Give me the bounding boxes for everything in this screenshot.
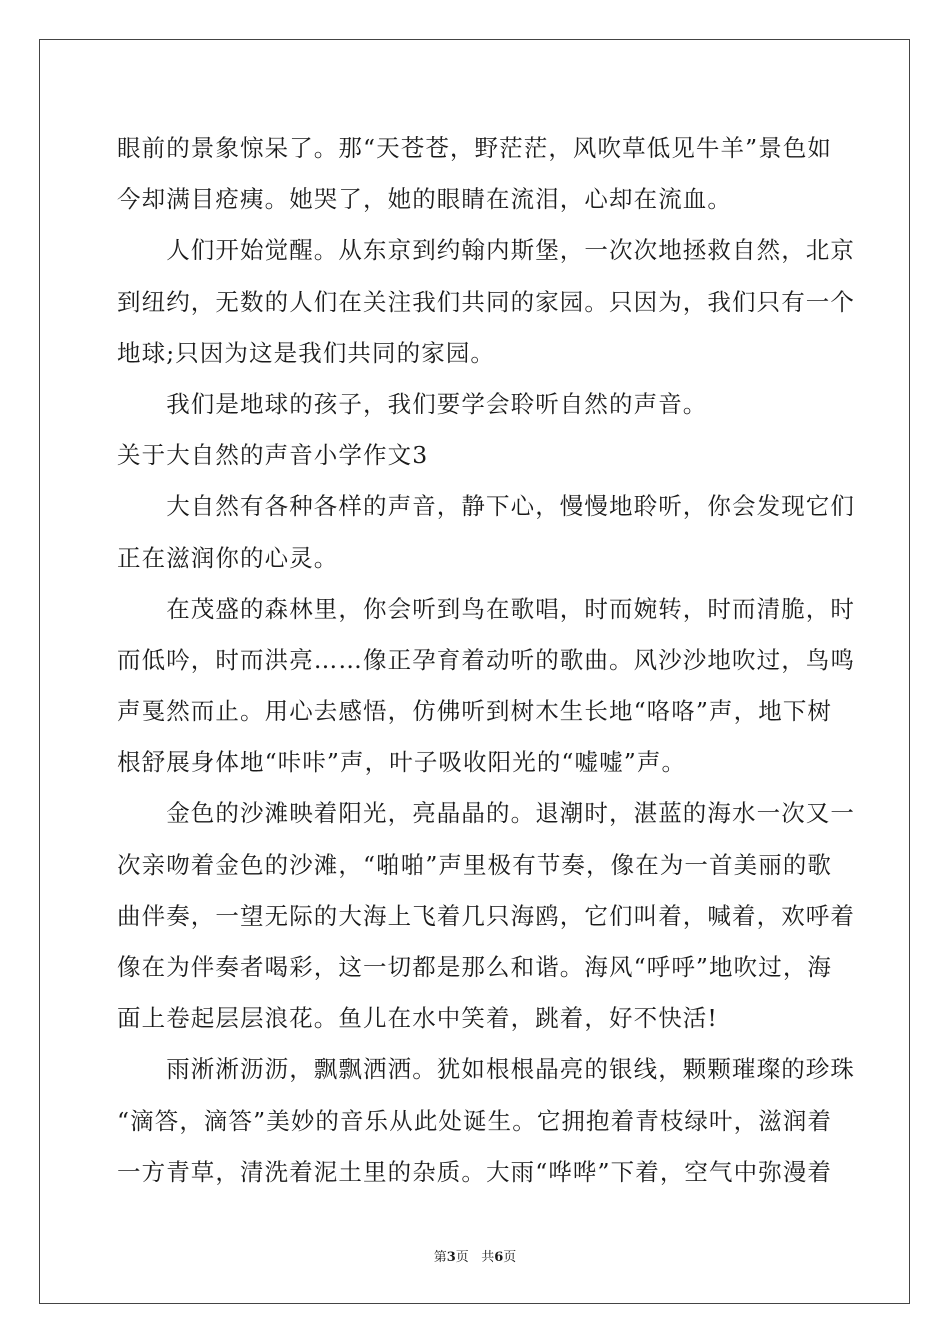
total-suffix: 页 bbox=[503, 1250, 517, 1265]
total-pages: 6 bbox=[494, 1250, 504, 1265]
text-line: 金色的沙滩映着阳光，亮晶晶的。退潮时，湛蓝的海水一次又一 bbox=[117, 799, 855, 828]
page-footer bbox=[0, 1246, 950, 1265]
text-line: 大自然有各种各样的声音，静下心，慢慢地聆听，你会发现它们 bbox=[117, 492, 855, 521]
text-line: 根舒展身体地“咔咔”声，叶子吸收阳光的“嘘嘘”声。 bbox=[117, 748, 687, 777]
text-line: 面上卷起层层浪花。鱼儿在水中笑着，跳着，好不快活! bbox=[117, 1004, 718, 1033]
text-line: 人们开始觉醒。从东京到约翰内斯堡，一次次地拯救自然，北京 bbox=[117, 236, 855, 265]
section-heading: 关于大自然的声音小学作文3 bbox=[117, 441, 429, 470]
text-line: 今却满目疮痍。她哭了，她的眼睛在流泪，心却在流血。 bbox=[117, 185, 732, 214]
text-line: 我们是地球的孩子，我们要学会聆听自然的声音。 bbox=[117, 389, 708, 418]
text-line: 次亲吻着金色的沙滩，“啪啪”声里极有节奏，像在为一首美丽的歌 bbox=[117, 850, 833, 879]
text-line: 而低吟，时而洪亮……像正孕育着动听的歌曲。风沙沙地吹过，鸟鸣 bbox=[117, 645, 855, 674]
text-line: 像在为伴奏者喝彩，这一切都是那么和谐。海风“呼呼”地吹过，海 bbox=[117, 953, 833, 981]
total-prefix: 共 bbox=[481, 1250, 495, 1265]
text-line: 正在滋润你的心灵。 bbox=[117, 543, 339, 572]
page-number: 3 bbox=[446, 1250, 456, 1265]
document-body bbox=[117, 123, 855, 1198]
text-line: “滴答，滴答”美妙的音乐从此处诞生。它拥抱着青枝绿叶，滋润着 bbox=[117, 1106, 833, 1135]
page-suffix: 页 bbox=[455, 1250, 469, 1265]
text-line: 声戛然而止。用心去感悟，仿佛听到树木生长地“咯咯”声，地下树 bbox=[117, 697, 833, 726]
text-line: 在茂盛的森林里，你会听到鸟在歌唱，时而婉转，时而清脆，时 bbox=[117, 594, 855, 623]
text-line: 雨淅淅沥沥，飘飘洒洒。犹如根根晶亮的银线，颗颗璀璨的珍珠 bbox=[117, 1055, 855, 1084]
text-line: 到纽约，无数的人们在关注我们共同的家园。只因为，我们只有一个 bbox=[117, 287, 855, 316]
text-line: 眼前的景象惊呆了。那“天苍苍，野茫茫，风吹草低见牛羊”景色如 bbox=[117, 134, 833, 162]
text-line: 地球;只因为这是我们共同的家园。 bbox=[117, 338, 496, 367]
text-line: 曲伴奏，一望无际的大海上飞着几只海鸥，它们叫着，喊着，欢呼着 bbox=[117, 901, 855, 930]
text-line: 一方青草，清洗着泥土里的杂质。大雨“哗哗”下着，空气中弥漫着 bbox=[117, 1157, 833, 1186]
page-prefix: 第 bbox=[433, 1250, 447, 1265]
